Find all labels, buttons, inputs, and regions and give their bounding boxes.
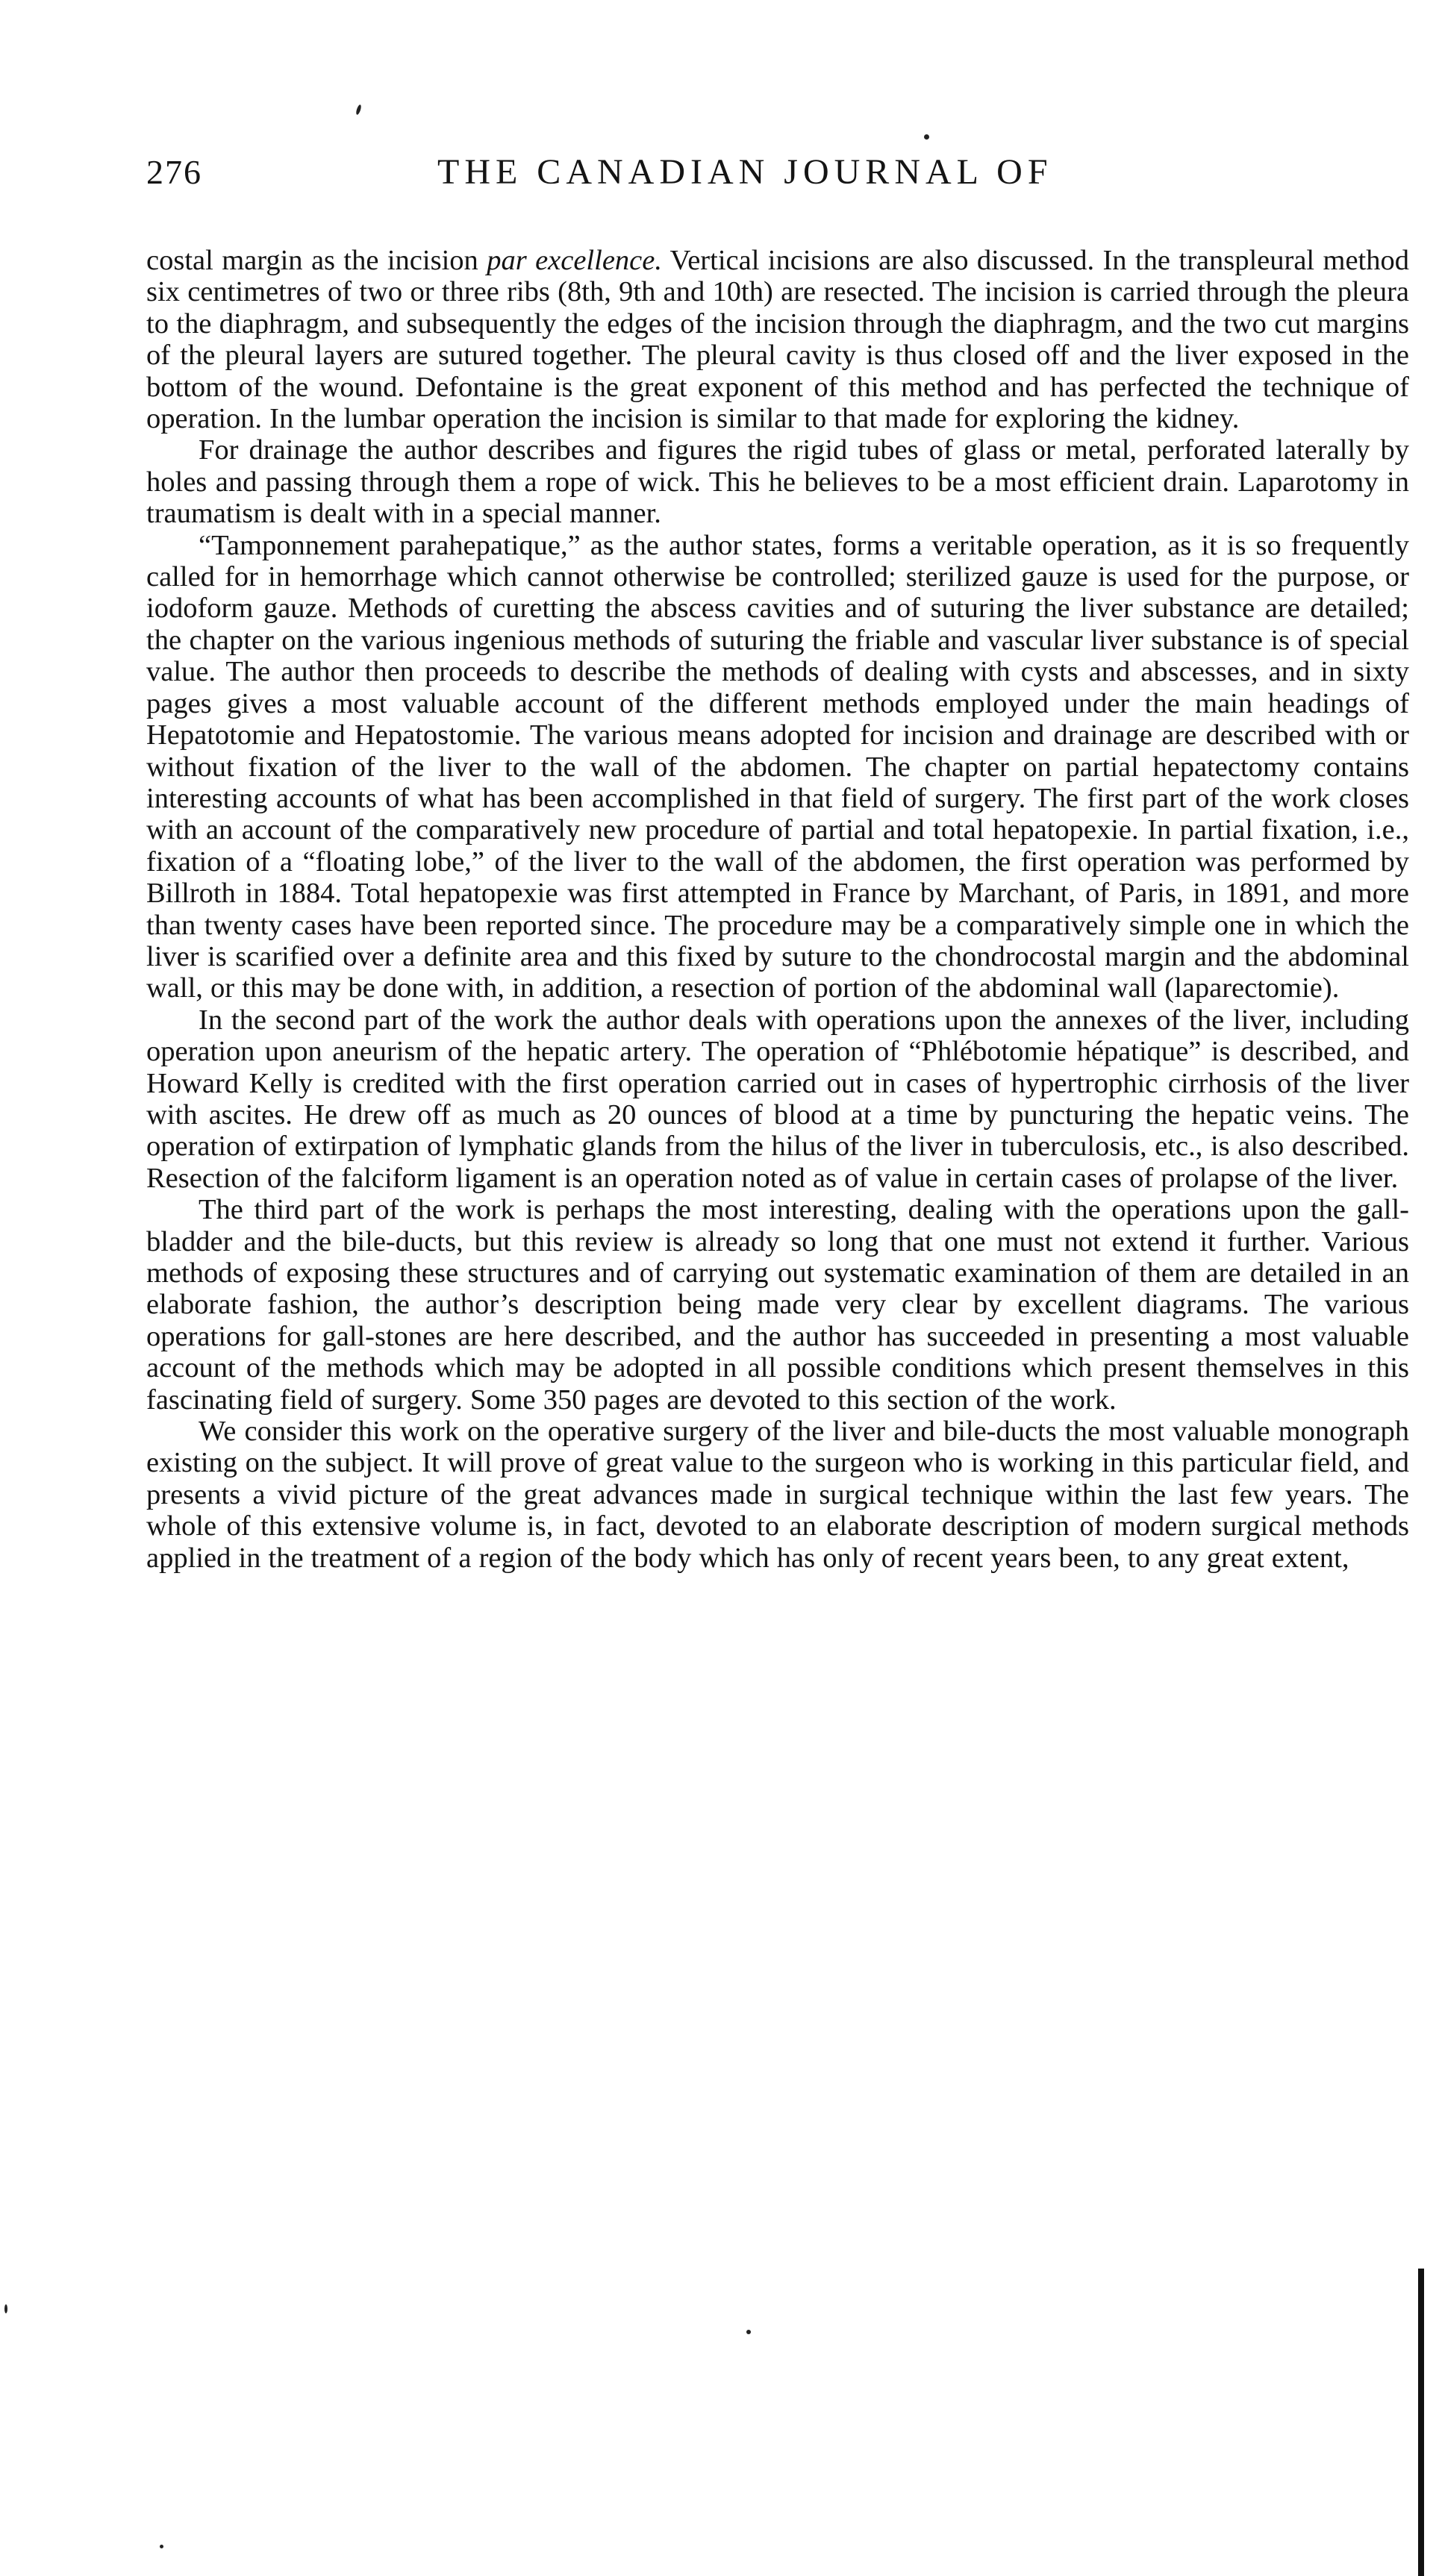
paragraph: For drainage the author describes and figures the rigid tubes of glass or metal, perforated laterally by holes and passing through them a rope of wick. This he believes to be a most efficient drain. Laparotomy in traumatism is dealt with in a special manner. [146, 434, 1409, 530]
paragraph: In the second part of the work the author deals with operations upon the annexes of the liver, including operation upon aneurism of the hepatic artery. The operation of “Phlébotomie hépatique” is described, and Howard Kelly is credited with the first operation carried out in cases of hypertrophic cirrhosis of the liver with ascites. He drew off as much as 20 ounces of blood at a time by puncturing the hepatic veins. The operation of extirpation of lymphatic glands from the hilus of the liver in tuberculosis, etc., is also described. Resection of the falciform ligament is an operation noted as of value in certain cases of prolapse of the liver. [146, 1004, 1409, 1194]
paragraph: The third part of the work is perhaps the most interesting, dealing with the operations upon the gall-bladder and the bile-ducts, but this review is already so long that one must not extend it further. Various methods of exposing these structures and of carrying out systematic examination of them are detailed in an elaborate fashion, the author’s description being made very clear by excellent diagrams. The various operations for gall-stones are here described, and the author has succeeded in presenting a most valuable account of the methods which may be adopted in all possible conditions which present themselves in this fascinating field of surgery. Some 350 pages are devoted to this section of the work. [146, 1194, 1409, 1416]
scan-speck [746, 2330, 751, 2334]
scan-speck [355, 104, 362, 116]
scan-speck [160, 2545, 163, 2548]
article-body [146, 245, 1409, 1574]
scan-edge-mark [1418, 2269, 1424, 2576]
italic-phrase: par excellence. [487, 245, 662, 276]
page-number: 276 [146, 153, 202, 191]
paragraph-text: Vertical incisions are also discussed. In the transpleural method six centimetres of two or three ribs (8th, 9th and 10th) are resected. The incision is carried through the pleura to the diaphragm, and subsequently the edges of the incision through the diaphragm, and the two cut margins of the pleural layers are sutured together. The pleural cavity is thus closed off and the liver exposed in the bottom of the wound. Defontaine is the great exponent of this method and has perfected the technique of operation. In the lumbar operation the incision is similar to that made for exploring the kidney. [146, 245, 1410, 435]
paragraph: “Tamponnement parahepatique,” as the author states, forms a veritable operation, as it is so frequently called for in hemorrhage which cannot otherwise be controlled; sterilized gauze is used for the purpose, or iodoform gauze. Methods of curetting the abscess cavities and of suturing the liver substance are detailed; the chapter on the various ingenious methods of suturing the friable and vascular liver substance is of special value. The author then proceeds to describe the methods of dealing with cysts and abscesses, and in sixty pages gives a most valuable account of the different methods employed under the main headings of Hepatotomie and Hepatostomie. The various means adopted for incision and drainage are described with or without fixation of the liver to the wall of the abdomen. The chapter on partial hepatectomy contains interesting accounts of what has been accomplished in that field of surgery. The first part of the work closes with an account of the comparatively new procedure of partial and total hepatopexie. In partial fixation, i.e., fixation of a “floating lobe,” of the liver to the wall of the abdomen, the first operation was performed by Billroth in 1884. Total hepatopexie was first attempted in France by Marchant, of Paris, in 1891, and more than twenty cases have been reported since. The procedure may be a comparatively simple one in which the liver is scarified over a definite area and this fixed by suture to the chondrocostal margin and the abdominal wall, or this may be done with, in addition, a resection of portion of the abdominal wall (laparectomie). [146, 529, 1409, 1004]
journal-title: THE CANADIAN JOURNAL OF [437, 152, 1053, 192]
paragraph-text: costal margin as the incision [146, 245, 487, 276]
scan-speck [4, 2304, 7, 2313]
paragraph [146, 245, 1409, 434]
running-head [146, 146, 1415, 198]
scan-speck [924, 134, 929, 140]
paragraph: We consider this work on the operative surgery of the liver and bile-ducts the most valuable monograph existing on the subject. It will prove of great value to the surgeon who is working in this particular field, and presents a vivid picture of the great advances made in surgical technique within the last few years. The whole of this extensive volume is, in fact, devoted to an elaborate description of modern surgical methods applied in the treatment of a region of the body which has only of recent years been, to any great extent, [146, 1416, 1409, 1574]
